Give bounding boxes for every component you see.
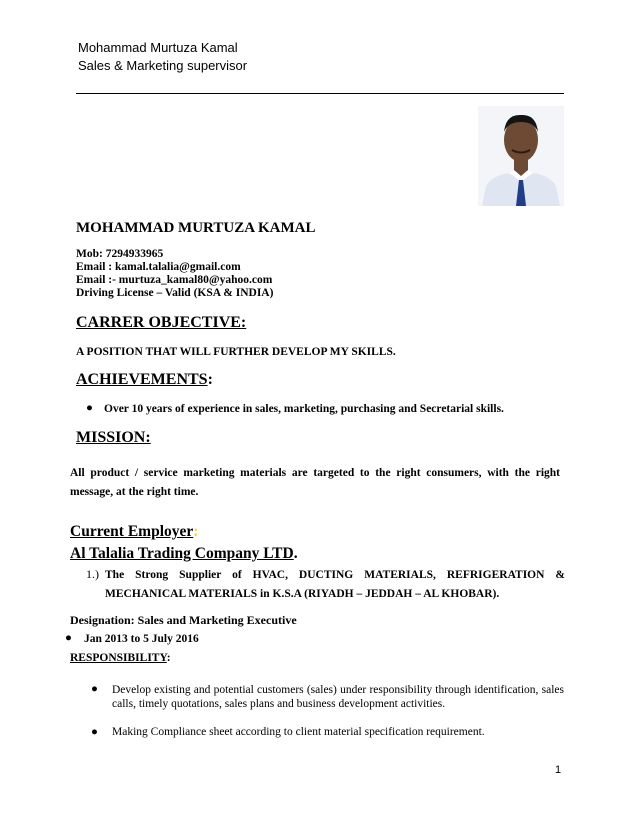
bullet-icon: ●	[91, 683, 98, 695]
profile-name: MOHAMMAD MURTUZA KAMAL	[76, 220, 316, 236]
bullet-icon: ●	[91, 726, 98, 738]
designation: Designation: Sales and Marketing Executive	[70, 613, 297, 627]
supplier-description: The Strong Supplier of HVAC, DUCTING MATERIALS, REFRIGERATION & MECHANICAL MATERIALS in K.S.A (RIYADH – JEDDAH – AL KHOBAR).	[105, 569, 565, 600]
responsibility-item: Making Compliance sheet according to client material specification requirement.	[112, 726, 485, 738]
responsibility-colon: :	[166, 652, 171, 664]
bullet-icon: ●	[86, 402, 93, 414]
contact-email-2: Email :- murtuza_kamal80@yahoo.com	[76, 274, 273, 286]
employer-heading-text: Current Employer	[70, 523, 194, 540]
responsibility-heading	[70, 652, 171, 664]
header-name: Mohammad Murtuza Kamal	[78, 40, 238, 55]
employment-period: Jan 2013 to 5 July 2016	[84, 633, 199, 645]
responsibility-item: Develop existing and potential customers (sales) under responsibility through identification, sales calls, timely quotations, sales plans and business development activities.	[112, 684, 564, 710]
achievements-heading	[76, 371, 213, 389]
bullet-icon: ●	[65, 632, 72, 644]
achievements-colon: :	[207, 371, 213, 388]
company-name-period: .	[293, 545, 298, 562]
company-name-text: Al Talalia Trading Company LTD	[70, 545, 294, 562]
page-number: 1	[555, 764, 562, 776]
mission-text: All product / service marketing materials are targeted to the right consumers, with the right message, at the right time.	[70, 467, 560, 498]
achievements-heading-text: ACHIEVEMENTS	[76, 371, 208, 388]
contact-email-1: Email : kamal.talalia@gmail.com	[76, 261, 241, 273]
achievement-item: Over 10 years of experience in sales, marketing, purchasing and Secretarial skills.	[104, 403, 504, 415]
objective-heading: CARRER OBJECTIVE:	[76, 314, 247, 331]
objective-text: A POSITION THAT WILL FURTHER DEVELOP MY SKILLS.	[76, 346, 396, 358]
list-number: 1.)	[86, 567, 99, 581]
mission-heading: MISSION:	[76, 429, 151, 446]
contact-mobile: Mob: 7294933965	[76, 248, 164, 260]
header-role: Sales & Marketing supervisor	[78, 58, 248, 73]
company-name	[70, 545, 298, 563]
header-divider	[76, 93, 564, 94]
employer-heading	[70, 523, 198, 541]
responsibility-heading-text: RESPONSIBILITY	[70, 652, 167, 664]
contact-license: Driving License – Valid (KSA & INDIA)	[76, 287, 274, 299]
employer-heading-colon: :	[193, 523, 199, 540]
profile-photo	[478, 106, 564, 206]
